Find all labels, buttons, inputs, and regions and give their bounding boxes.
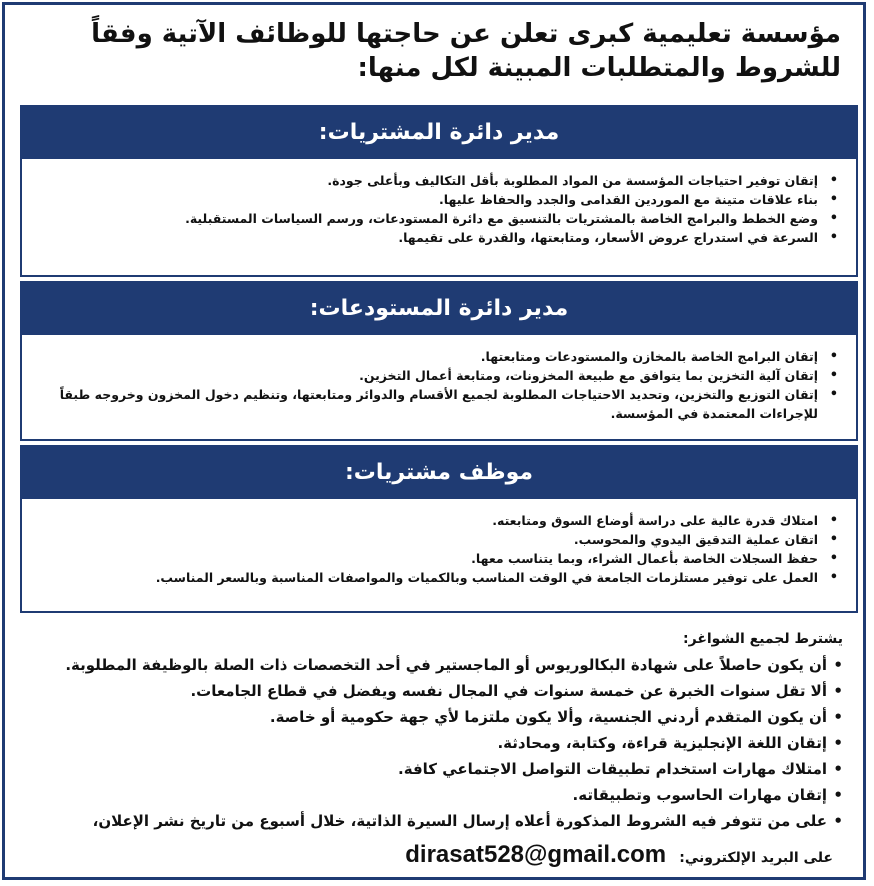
list-item: • إتقان آلية التخزين بما يتوافق مع طبيعة المخزونات، ومتابعة أعمال التخزين. bbox=[32, 366, 842, 385]
job-title: مدير دائرة المستودعات: bbox=[22, 283, 856, 335]
list-item: • أن يكون حاصلاً على شهادة البكالوريوس أو الماجستير في أحد التخصصات ذات الصلة بالوظيفة المطلوبة. bbox=[17, 652, 849, 678]
list-item: • السرعة في استدراج عروض الأسعار، ومتابعتها، والقدرة على تقيمها. bbox=[32, 228, 842, 247]
job-box-purchasing-officer bbox=[20, 445, 858, 613]
job-box-warehouse-manager bbox=[20, 281, 858, 441]
list-item: • امتلاك مهارات استخدام تطبيقات التواصل الاجتماعي كافة. bbox=[17, 756, 849, 782]
list-item: • إتقان مهارات الحاسوب وتطبيقاته. bbox=[17, 782, 849, 808]
contact-label: على البريد الإلكتروني: bbox=[679, 850, 833, 866]
list-item: • بناء علاقات متينة مع الموردين القدامى والجدد والحفاظ عليها. bbox=[32, 190, 842, 209]
list-item: • إتقان البرامج الخاصة بالمخازن والمستودعات ومتابعتها. bbox=[32, 347, 842, 366]
requirements-section bbox=[17, 628, 849, 834]
duty-list bbox=[22, 499, 856, 587]
duty-list bbox=[22, 159, 856, 247]
list-item: • ألا تقل سنوات الخبرة عن خمسة سنوات في المجال نفسه ويفضل في قطاع الجامعات. bbox=[17, 678, 849, 704]
job-title: موظف مشتريات: bbox=[22, 447, 856, 499]
list-item: • إتقان توفير احتياجات المؤسسة من المواد المطلوبة بأقل التكاليف وبأعلى جودة. bbox=[32, 171, 842, 190]
duty-list bbox=[22, 335, 856, 423]
job-title: مدير دائرة المشتريات: bbox=[22, 107, 856, 159]
list-item: • امتلاك قدرة عالية على دراسة أوضاع السوق ومتابعته. bbox=[32, 511, 842, 530]
contact-email[interactable]: dirasat528@gmail.com bbox=[405, 841, 667, 868]
requirements-title: يشترط لجميع الشواغر: bbox=[683, 631, 843, 647]
list-item: • اتقان عملية التدقيق اليدوي والمحوسب. bbox=[32, 530, 842, 549]
list-item: • حفظ السجلات الخاصة بأعمال الشراء، وبما يتناسب معها. bbox=[32, 549, 842, 568]
list-item: • على من تتوفر فيه الشروط المذكورة أعلاه إرسال السيرة الذاتية، خلال أسبوع من تاريخ نشر الإعلان، bbox=[17, 808, 849, 834]
job-box-purchasing-manager bbox=[20, 105, 858, 277]
contact-line bbox=[17, 841, 833, 869]
list-item: • إتقان التوزيع والتخزين، وتحديد الاحتياجات المطلوبة لجميع الأقسام والدوائر ومتابعتها، وتنظيم دخول المخزون وخروجه طبقاً للإجراءات المعتمدة في المؤسسة. bbox=[32, 385, 842, 423]
headline: مؤسسة تعليمية كبرى تعلن عن حاجتها للوظائف الآتية وفقاً للشروط والمتطلبات المبينة لكل منها: bbox=[91, 19, 841, 83]
advertisement-page bbox=[2, 2, 866, 880]
list-item: • إتقان اللغة الإنجليزية قراءة، وكتابة، ومحادثة. bbox=[17, 730, 849, 756]
list-item: • العمل على توفير مستلزمات الجامعة في الوقت المناسب وبالكميات والمواصفات المناسبة وبالسعر المناسب. bbox=[32, 568, 842, 587]
requirements-list bbox=[17, 652, 849, 834]
list-item: • أن يكون المتقدم أردني الجنسية، وألا يكون ملتزما لأي جهة حكومية أو خاصة. bbox=[17, 704, 849, 730]
list-item: • وضع الخطط والبرامج الخاصة بالمشتريات بالتنسيق مع دائرة المستودعات، ورسم السياسات المستقبلية. bbox=[32, 209, 842, 228]
